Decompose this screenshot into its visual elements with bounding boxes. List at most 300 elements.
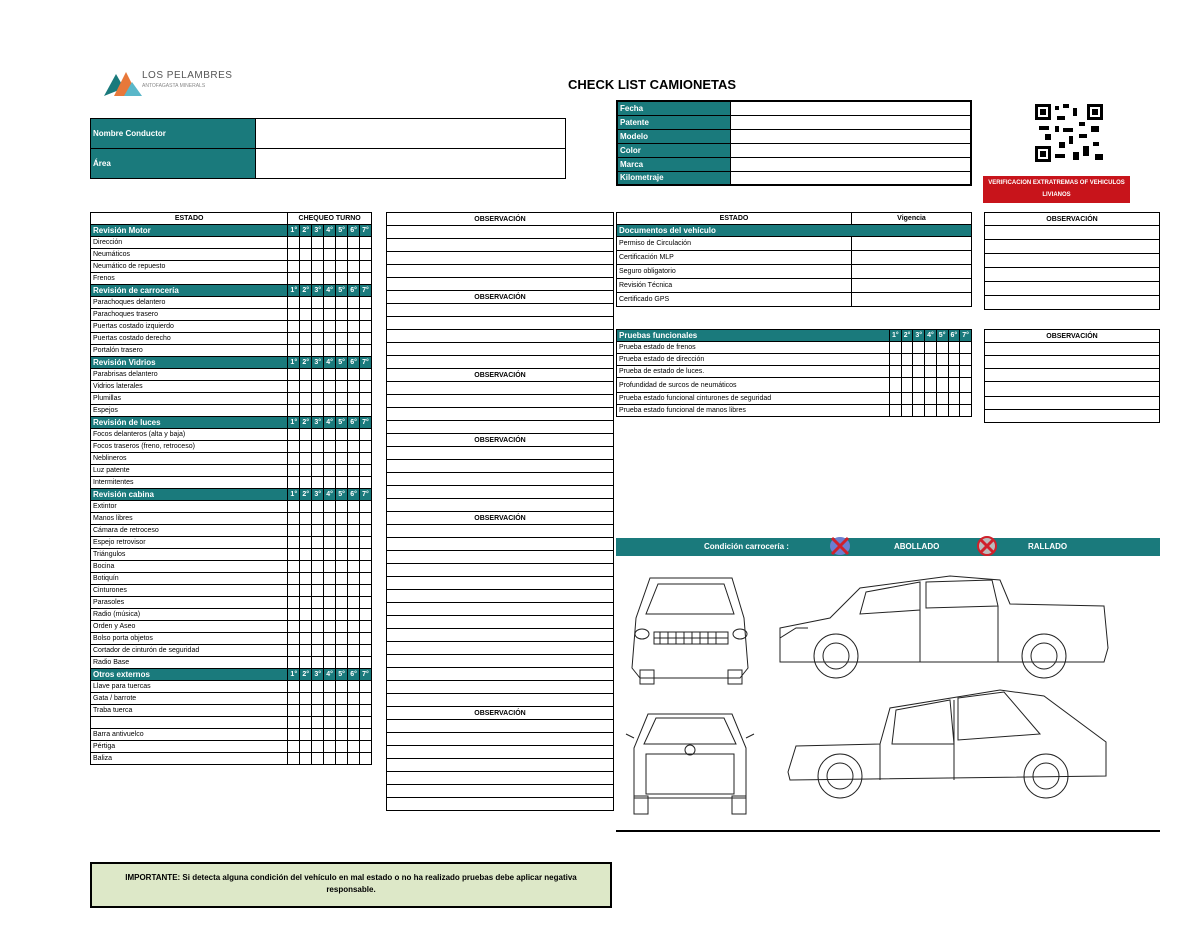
check-cell[interactable] (288, 753, 300, 765)
check-cell[interactable] (336, 717, 348, 729)
check-cell[interactable] (312, 309, 324, 321)
check-cell[interactable] (300, 681, 312, 693)
check-cell[interactable] (336, 573, 348, 585)
check-cell[interactable] (300, 393, 312, 405)
check-cell[interactable] (360, 561, 372, 573)
check-cell[interactable] (324, 441, 336, 453)
check-cell[interactable] (288, 309, 300, 321)
check-cell[interactable] (324, 597, 336, 609)
check-cell[interactable] (889, 393, 901, 405)
check-cell[interactable] (348, 381, 360, 393)
observation-cell[interactable] (985, 343, 1160, 356)
observation-cell[interactable] (387, 421, 614, 434)
check-cell[interactable] (925, 378, 937, 393)
check-cell[interactable] (324, 729, 336, 741)
check-cell[interactable] (348, 309, 360, 321)
check-cell[interactable] (336, 633, 348, 645)
check-cell[interactable] (312, 753, 324, 765)
check-cell[interactable] (324, 573, 336, 585)
check-cell[interactable] (288, 585, 300, 597)
check-cell[interactable] (360, 405, 372, 417)
check-cell[interactable] (360, 645, 372, 657)
check-cell[interactable] (360, 477, 372, 489)
check-cell[interactable] (348, 621, 360, 633)
observation-cell[interactable] (387, 681, 614, 694)
observation-cell[interactable] (387, 759, 614, 772)
check-cell[interactable] (288, 273, 300, 285)
check-cell[interactable] (324, 657, 336, 669)
check-cell[interactable] (336, 237, 348, 249)
check-cell[interactable] (300, 657, 312, 669)
check-cell[interactable] (360, 537, 372, 549)
check-cell[interactable] (348, 717, 360, 729)
check-cell[interactable] (336, 393, 348, 405)
area-field[interactable] (256, 149, 566, 179)
check-cell[interactable] (348, 537, 360, 549)
check-cell[interactable] (336, 429, 348, 441)
check-cell[interactable] (348, 237, 360, 249)
check-cell[interactable] (300, 609, 312, 621)
check-cell[interactable] (336, 249, 348, 261)
check-cell[interactable] (348, 405, 360, 417)
vigencia-cell[interactable] (852, 265, 972, 279)
observation-cell[interactable] (387, 460, 614, 473)
check-cell[interactable] (348, 681, 360, 693)
check-cell[interactable] (336, 321, 348, 333)
check-cell[interactable] (312, 645, 324, 657)
check-cell[interactable] (312, 549, 324, 561)
check-cell[interactable] (312, 429, 324, 441)
check-cell[interactable] (288, 657, 300, 669)
vehicle-field-input[interactable] (731, 143, 972, 157)
check-cell[interactable] (360, 693, 372, 705)
check-cell[interactable] (300, 513, 312, 525)
check-cell[interactable] (360, 609, 372, 621)
check-cell[interactable] (288, 381, 300, 393)
observation-cell[interactable] (387, 694, 614, 707)
observation-cell[interactable] (387, 668, 614, 681)
observation-cell[interactable] (387, 447, 614, 460)
check-cell[interactable] (312, 621, 324, 633)
check-cell[interactable] (348, 573, 360, 585)
check-cell[interactable] (312, 729, 324, 741)
check-cell[interactable] (324, 381, 336, 393)
check-cell[interactable] (348, 429, 360, 441)
check-cell[interactable] (360, 621, 372, 633)
check-cell[interactable] (300, 381, 312, 393)
check-cell[interactable] (312, 405, 324, 417)
check-cell[interactable] (889, 366, 901, 378)
check-cell[interactable] (288, 549, 300, 561)
check-cell[interactable] (360, 597, 372, 609)
check-cell[interactable] (948, 393, 960, 405)
check-cell[interactable] (348, 597, 360, 609)
check-cell[interactable] (312, 717, 324, 729)
check-cell[interactable] (300, 477, 312, 489)
check-cell[interactable] (360, 729, 372, 741)
check-cell[interactable] (312, 321, 324, 333)
check-cell[interactable] (348, 465, 360, 477)
check-cell[interactable] (336, 705, 348, 717)
observation-cell[interactable] (387, 252, 614, 265)
check-cell[interactable] (288, 729, 300, 741)
check-cell[interactable] (312, 573, 324, 585)
check-cell[interactable] (336, 477, 348, 489)
check-cell[interactable] (300, 453, 312, 465)
check-cell[interactable] (312, 657, 324, 669)
check-cell[interactable] (936, 366, 948, 378)
check-cell[interactable] (336, 741, 348, 753)
check-cell[interactable] (300, 729, 312, 741)
observation-cell[interactable] (387, 564, 614, 577)
check-cell[interactable] (312, 297, 324, 309)
check-cell[interactable] (288, 573, 300, 585)
observation-cell[interactable] (387, 382, 614, 395)
check-cell[interactable] (300, 429, 312, 441)
check-cell[interactable] (336, 501, 348, 513)
check-cell[interactable] (288, 597, 300, 609)
check-cell[interactable] (288, 609, 300, 621)
check-cell[interactable] (336, 297, 348, 309)
check-cell[interactable] (300, 753, 312, 765)
check-cell[interactable] (360, 741, 372, 753)
check-cell[interactable] (360, 273, 372, 285)
check-cell[interactable] (360, 705, 372, 717)
check-cell[interactable] (960, 378, 972, 393)
driver-name-field[interactable] (256, 119, 566, 149)
check-cell[interactable] (300, 297, 312, 309)
check-cell[interactable] (312, 609, 324, 621)
check-cell[interactable] (288, 501, 300, 513)
check-cell[interactable] (901, 405, 913, 417)
check-cell[interactable] (300, 501, 312, 513)
check-cell[interactable] (288, 633, 300, 645)
check-cell[interactable] (336, 561, 348, 573)
check-cell[interactable] (348, 501, 360, 513)
check-cell[interactable] (324, 525, 336, 537)
check-cell[interactable] (936, 378, 948, 393)
check-cell[interactable] (348, 609, 360, 621)
check-cell[interactable] (948, 366, 960, 378)
check-cell[interactable] (348, 261, 360, 273)
check-cell[interactable] (336, 729, 348, 741)
check-cell[interactable] (324, 465, 336, 477)
observation-cell[interactable] (387, 577, 614, 590)
check-cell[interactable] (360, 453, 372, 465)
check-cell[interactable] (288, 561, 300, 573)
check-cell[interactable] (288, 405, 300, 417)
check-cell[interactable] (324, 393, 336, 405)
check-cell[interactable] (324, 345, 336, 357)
check-cell[interactable] (360, 525, 372, 537)
observation-cell[interactable] (387, 616, 614, 629)
check-cell[interactable] (360, 753, 372, 765)
check-cell[interactable] (312, 465, 324, 477)
check-cell[interactable] (300, 717, 312, 729)
check-cell[interactable] (348, 561, 360, 573)
check-cell[interactable] (360, 345, 372, 357)
check-cell[interactable] (324, 753, 336, 765)
check-cell[interactable] (913, 393, 925, 405)
check-cell[interactable] (288, 453, 300, 465)
check-cell[interactable] (360, 321, 372, 333)
check-cell[interactable] (348, 525, 360, 537)
observation-cell[interactable] (387, 278, 614, 291)
check-cell[interactable] (348, 477, 360, 489)
observation-cell[interactable] (985, 226, 1160, 240)
check-cell[interactable] (324, 309, 336, 321)
check-cell[interactable] (300, 585, 312, 597)
check-cell[interactable] (360, 441, 372, 453)
check-cell[interactable] (288, 705, 300, 717)
vigencia-cell[interactable] (852, 237, 972, 251)
check-cell[interactable] (300, 273, 312, 285)
check-cell[interactable] (288, 717, 300, 729)
check-cell[interactable] (300, 345, 312, 357)
vehicle-field-input[interactable] (731, 101, 972, 115)
check-cell[interactable] (288, 333, 300, 345)
observation-cell[interactable] (387, 473, 614, 486)
check-cell[interactable] (348, 441, 360, 453)
check-cell[interactable] (324, 693, 336, 705)
check-cell[interactable] (360, 657, 372, 669)
check-cell[interactable] (336, 381, 348, 393)
check-cell[interactable] (312, 501, 324, 513)
check-cell[interactable] (324, 609, 336, 621)
observation-cell[interactable] (387, 798, 614, 811)
check-cell[interactable] (360, 429, 372, 441)
observation-cell[interactable] (387, 785, 614, 798)
observation-cell[interactable] (387, 720, 614, 733)
check-cell[interactable] (336, 453, 348, 465)
check-cell[interactable] (348, 549, 360, 561)
check-cell[interactable] (324, 633, 336, 645)
check-cell[interactable] (312, 585, 324, 597)
check-cell[interactable] (336, 345, 348, 357)
check-cell[interactable] (324, 561, 336, 573)
vigencia-cell[interactable] (852, 279, 972, 293)
check-cell[interactable] (300, 633, 312, 645)
vehicle-field-input[interactable] (731, 157, 972, 171)
check-cell[interactable] (300, 525, 312, 537)
check-cell[interactable] (336, 549, 348, 561)
check-cell[interactable] (948, 378, 960, 393)
check-cell[interactable] (960, 405, 972, 417)
check-cell[interactable] (288, 369, 300, 381)
check-cell[interactable] (324, 621, 336, 633)
check-cell[interactable] (312, 345, 324, 357)
check-cell[interactable] (960, 393, 972, 405)
check-cell[interactable] (348, 369, 360, 381)
check-cell[interactable] (360, 585, 372, 597)
observation-cell[interactable] (387, 772, 614, 785)
check-cell[interactable] (348, 453, 360, 465)
observation-cell[interactable] (985, 240, 1160, 254)
check-cell[interactable] (300, 705, 312, 717)
check-cell[interactable] (300, 441, 312, 453)
check-cell[interactable] (288, 645, 300, 657)
check-cell[interactable] (288, 513, 300, 525)
check-cell[interactable] (300, 537, 312, 549)
check-cell[interactable] (336, 597, 348, 609)
observation-cell[interactable] (387, 356, 614, 369)
check-cell[interactable] (312, 537, 324, 549)
check-cell[interactable] (360, 369, 372, 381)
observation-cell[interactable] (985, 410, 1160, 423)
check-cell[interactable] (960, 366, 972, 378)
check-cell[interactable] (324, 297, 336, 309)
check-cell[interactable] (324, 369, 336, 381)
check-cell[interactable] (936, 354, 948, 366)
check-cell[interactable] (901, 342, 913, 354)
check-cell[interactable] (336, 309, 348, 321)
check-cell[interactable] (336, 333, 348, 345)
check-cell[interactable] (336, 405, 348, 417)
check-cell[interactable] (300, 597, 312, 609)
check-cell[interactable] (312, 525, 324, 537)
check-cell[interactable] (336, 609, 348, 621)
check-cell[interactable] (348, 657, 360, 669)
check-cell[interactable] (901, 378, 913, 393)
check-cell[interactable] (348, 345, 360, 357)
check-cell[interactable] (300, 573, 312, 585)
check-cell[interactable] (336, 621, 348, 633)
observation-cell[interactable] (387, 226, 614, 239)
check-cell[interactable] (288, 525, 300, 537)
check-cell[interactable] (324, 585, 336, 597)
check-cell[interactable] (925, 366, 937, 378)
observation-cell[interactable] (985, 356, 1160, 369)
check-cell[interactable] (360, 501, 372, 513)
check-cell[interactable] (948, 354, 960, 366)
check-cell[interactable] (960, 342, 972, 354)
check-cell[interactable] (925, 342, 937, 354)
check-cell[interactable] (312, 333, 324, 345)
check-cell[interactable] (324, 717, 336, 729)
check-cell[interactable] (336, 465, 348, 477)
check-cell[interactable] (889, 378, 901, 393)
check-cell[interactable] (360, 573, 372, 585)
check-cell[interactable] (360, 333, 372, 345)
check-cell[interactable] (336, 753, 348, 765)
check-cell[interactable] (336, 681, 348, 693)
check-cell[interactable] (336, 273, 348, 285)
check-cell[interactable] (913, 366, 925, 378)
check-cell[interactable] (889, 342, 901, 354)
observation-cell[interactable] (985, 296, 1160, 310)
observation-cell[interactable] (387, 486, 614, 499)
check-cell[interactable] (324, 537, 336, 549)
check-cell[interactable] (312, 597, 324, 609)
check-cell[interactable] (312, 705, 324, 717)
check-cell[interactable] (288, 477, 300, 489)
observation-cell[interactable] (387, 642, 614, 655)
check-cell[interactable] (324, 453, 336, 465)
check-cell[interactable] (348, 585, 360, 597)
check-cell[interactable] (288, 345, 300, 357)
check-cell[interactable] (312, 477, 324, 489)
check-cell[interactable] (312, 237, 324, 249)
check-cell[interactable] (300, 261, 312, 273)
check-cell[interactable] (300, 693, 312, 705)
check-cell[interactable] (312, 633, 324, 645)
check-cell[interactable] (312, 249, 324, 261)
check-cell[interactable] (324, 333, 336, 345)
observation-cell[interactable] (387, 317, 614, 330)
check-cell[interactable] (889, 405, 901, 417)
check-cell[interactable] (948, 342, 960, 354)
check-cell[interactable] (360, 393, 372, 405)
check-cell[interactable] (336, 645, 348, 657)
observation-cell[interactable] (387, 265, 614, 278)
check-cell[interactable] (348, 297, 360, 309)
check-cell[interactable] (360, 261, 372, 273)
check-cell[interactable] (288, 321, 300, 333)
vehicle-field-input[interactable] (731, 129, 972, 143)
check-cell[interactable] (300, 645, 312, 657)
check-cell[interactable] (348, 693, 360, 705)
check-cell[interactable] (360, 513, 372, 525)
check-cell[interactable] (360, 549, 372, 561)
check-cell[interactable] (300, 249, 312, 261)
check-cell[interactable] (348, 321, 360, 333)
check-cell[interactable] (324, 705, 336, 717)
observation-cell[interactable] (387, 590, 614, 603)
observation-cell[interactable] (985, 282, 1160, 296)
check-cell[interactable] (936, 393, 948, 405)
check-cell[interactable] (348, 729, 360, 741)
check-cell[interactable] (936, 405, 948, 417)
check-cell[interactable] (288, 465, 300, 477)
check-cell[interactable] (336, 537, 348, 549)
check-cell[interactable] (312, 741, 324, 753)
check-cell[interactable] (288, 537, 300, 549)
check-cell[interactable] (348, 513, 360, 525)
check-cell[interactable] (324, 501, 336, 513)
check-cell[interactable] (336, 513, 348, 525)
check-cell[interactable] (336, 261, 348, 273)
check-cell[interactable] (901, 354, 913, 366)
check-cell[interactable] (913, 378, 925, 393)
check-cell[interactable] (288, 741, 300, 753)
check-cell[interactable] (312, 393, 324, 405)
check-cell[interactable] (360, 297, 372, 309)
observation-cell[interactable] (387, 538, 614, 551)
check-cell[interactable] (288, 237, 300, 249)
check-cell[interactable] (324, 429, 336, 441)
check-cell[interactable] (348, 249, 360, 261)
vigencia-cell[interactable] (852, 251, 972, 265)
observation-cell[interactable] (985, 268, 1160, 282)
check-cell[interactable] (925, 354, 937, 366)
check-cell[interactable] (336, 693, 348, 705)
check-cell[interactable] (324, 741, 336, 753)
check-cell[interactable] (360, 249, 372, 261)
check-cell[interactable] (348, 645, 360, 657)
check-cell[interactable] (336, 441, 348, 453)
observation-cell[interactable] (387, 330, 614, 343)
check-cell[interactable] (360, 465, 372, 477)
check-cell[interactable] (324, 549, 336, 561)
check-cell[interactable] (348, 393, 360, 405)
check-cell[interactable] (324, 273, 336, 285)
check-cell[interactable] (360, 237, 372, 249)
check-cell[interactable] (360, 309, 372, 321)
check-cell[interactable] (960, 354, 972, 366)
check-cell[interactable] (288, 693, 300, 705)
observation-cell[interactable] (387, 304, 614, 317)
check-cell[interactable] (288, 261, 300, 273)
